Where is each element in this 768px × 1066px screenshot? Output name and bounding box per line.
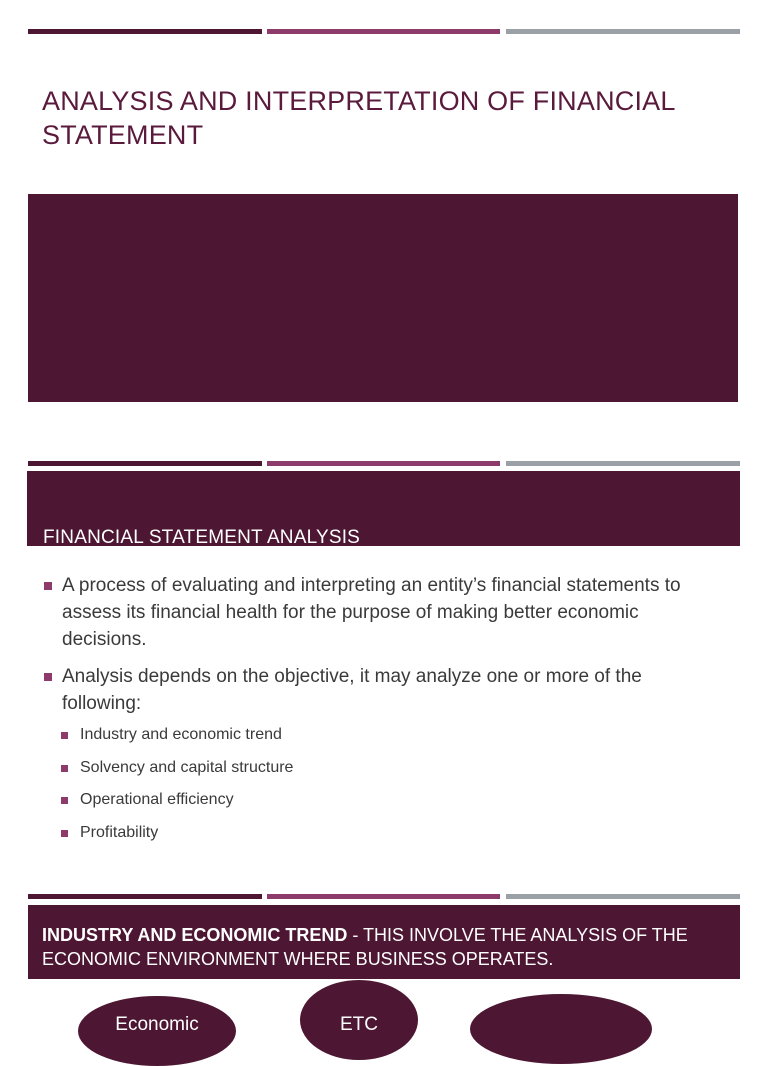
sub-bullet-item: Operational efficiency xyxy=(61,790,724,810)
decorative-bars xyxy=(28,461,740,466)
slide-heading xyxy=(42,923,732,971)
bullet-item xyxy=(44,572,724,653)
oval-shape xyxy=(300,980,418,1060)
bar-gray xyxy=(506,894,740,899)
slide-heading: FINANCIAL STATEMENT ANALYSIS xyxy=(43,527,361,548)
slide-financial-statement-analysis xyxy=(0,455,768,885)
title-banner xyxy=(28,194,738,402)
slide-title xyxy=(0,0,768,430)
bar-dark xyxy=(28,461,262,466)
slide-title-heading: ANALYSIS AND INTERPRETATION OF FINANCIAL STATEMENT xyxy=(42,86,675,150)
heading-rest: - THIS INVOLVE THE ANALYSIS OF THE ECONOMIC ENVIRONMENT WHERE BUSINESS OPERATES. xyxy=(42,925,688,969)
oval-shape xyxy=(78,996,236,1066)
bar-dark xyxy=(28,29,262,34)
slide-header xyxy=(28,905,740,979)
decorative-bars xyxy=(28,894,740,899)
slide-header xyxy=(27,471,740,546)
bar-gray xyxy=(506,29,740,34)
sub-bullet-item: Solvency and capital structure xyxy=(61,758,724,778)
bar-accent xyxy=(267,894,500,899)
bar-dark xyxy=(28,894,262,899)
oval-label: Economic xyxy=(115,1014,199,1035)
sub-bullet-item: Profitability xyxy=(61,823,724,843)
decorative-bars xyxy=(28,29,740,34)
bar-accent xyxy=(267,461,500,466)
bullet-text: A process of evaluating and interpreting an entity’s financial statements to assess its financial health for the purpose of making better economic decisions. xyxy=(62,575,681,650)
sub-bullet-list xyxy=(61,725,724,843)
bullet-list xyxy=(44,572,724,855)
oval-shape xyxy=(470,994,652,1064)
oval-label: ETC xyxy=(340,1014,378,1035)
bar-gray xyxy=(506,461,740,466)
bullet-text: Analysis depends on the objective, it may analyze one or more of the following: xyxy=(62,666,642,714)
sub-bullet-item: Industry and economic trend xyxy=(61,725,724,745)
bar-accent xyxy=(267,29,500,34)
slide-industry-economic-trend xyxy=(0,893,768,1035)
heading-bold: INDUSTRY AND ECONOMIC TREND xyxy=(42,925,348,945)
bullet-item xyxy=(44,663,724,843)
